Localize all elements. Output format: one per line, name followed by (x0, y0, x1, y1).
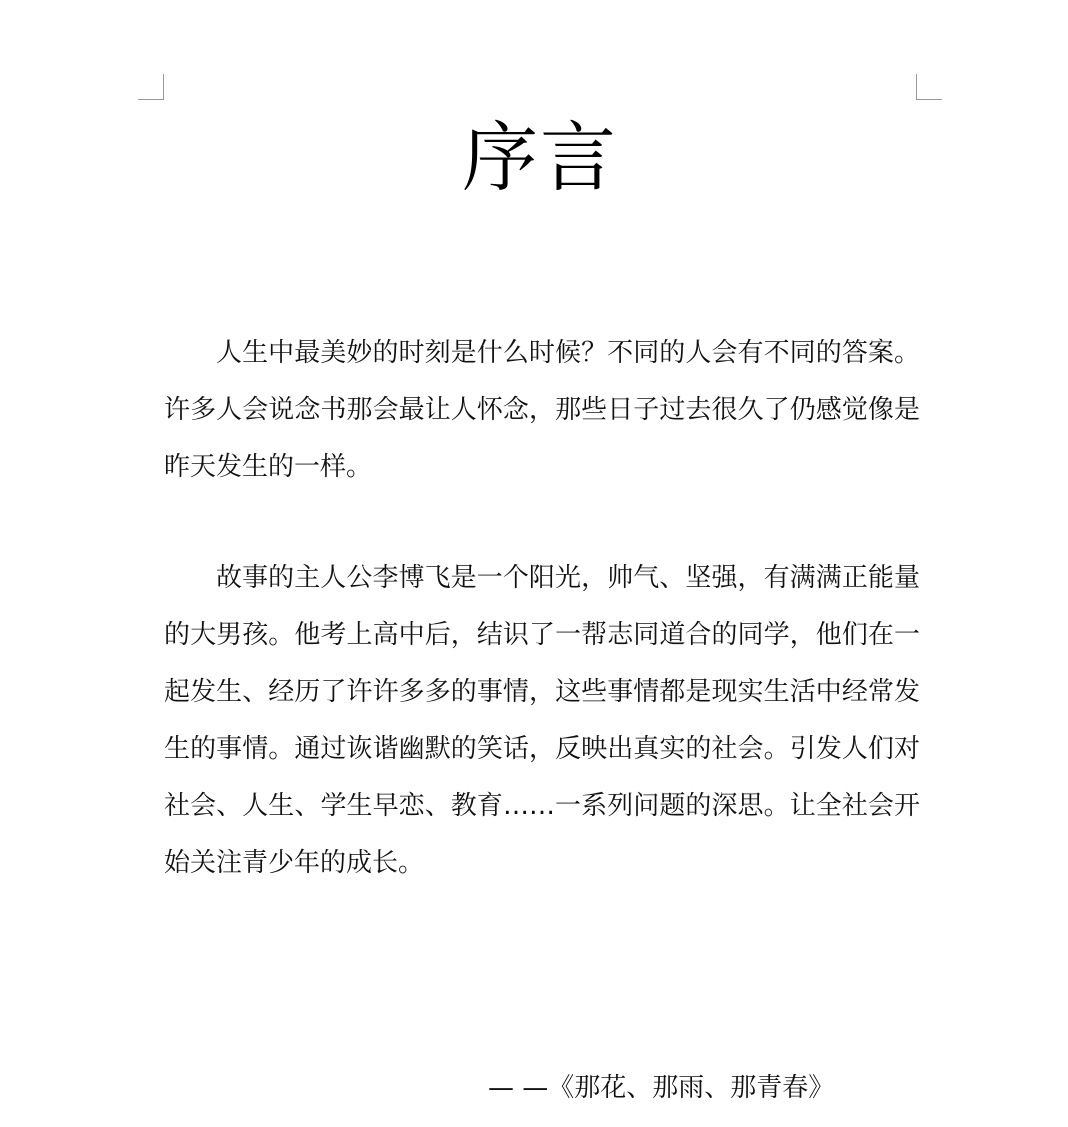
signature-line: — —《那花、那雨、那青春》 (488, 1073, 835, 1103)
top-left-corner-mark (138, 74, 164, 100)
page-title: 序言 (462, 113, 618, 202)
paragraph-2: 故事的主人公李博飞是一个阳光，帅气、坚强，有满满正能量的大男孩。他考上高中后，结识了一帮志同道合的同学，他们在一起发生、经历了许许多多的事情，这些事情都是现实生活中经常发生的事情。通过诙谐幽默的笑话，反映出真实的社会。引发人们对社会、人生、学生早恋、教育……一系列问题的深思。让全社会开始关注青少年的成长。 (164, 563, 920, 878)
top-right-corner-mark (916, 74, 942, 100)
paragraph-1: 人生中最美妙的时刻是什么时候？不同的人会有不同的答案。许多人会说念书那会最让人怀念，那些日子过去很久了仍感觉像是昨天发生的一样。 (164, 338, 920, 482)
